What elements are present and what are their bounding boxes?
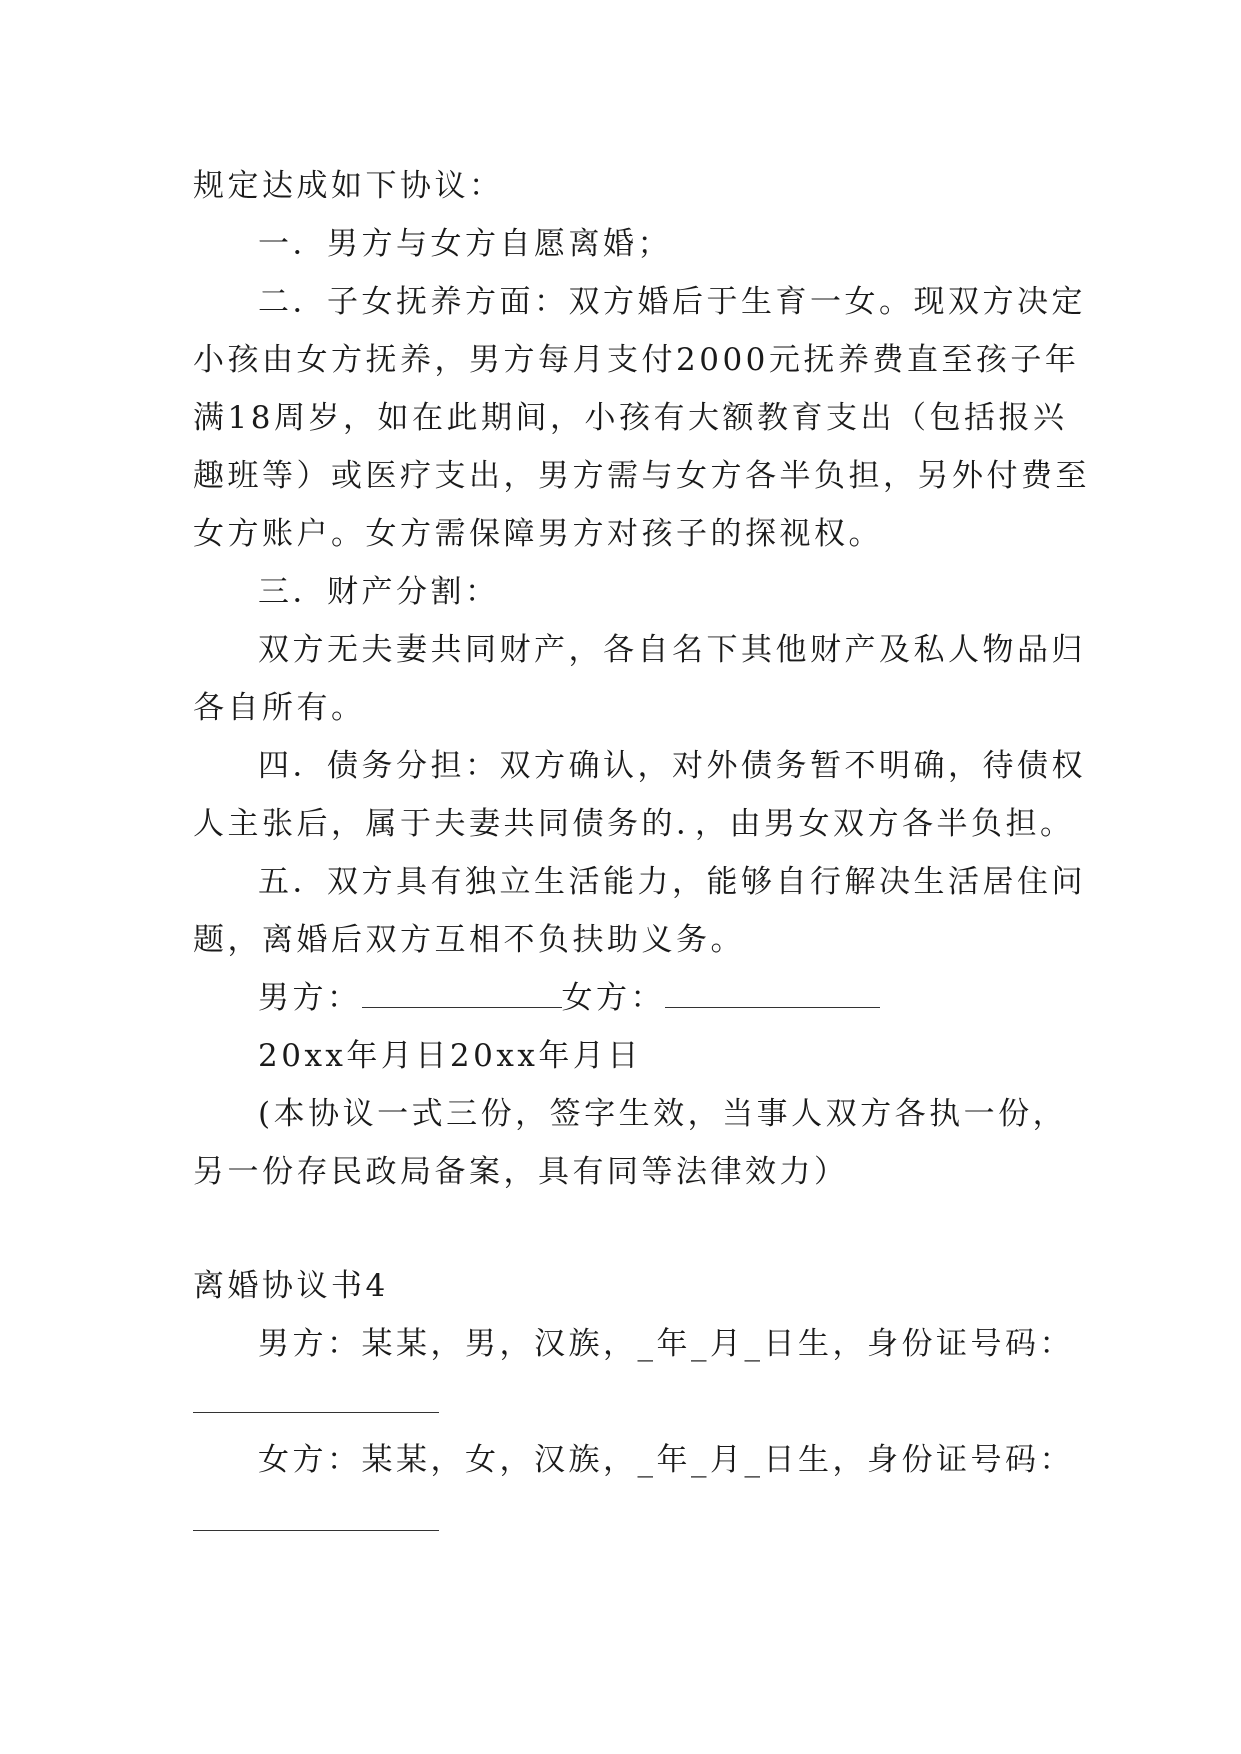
- female-signature-blank: [665, 981, 880, 1008]
- section-title: 离婚协议书4: [193, 1268, 389, 1304]
- female-signature-label: 女方：: [561, 980, 665, 1016]
- text-line: 各自所有。: [193, 690, 366, 726]
- male-signature-blank: [362, 981, 562, 1008]
- text-line: 规定达成如下协议：: [193, 168, 504, 204]
- male-signature-label: 男方：: [258, 980, 362, 1016]
- clause-4: 四．债务分担：双方确认，对外债务暂不明确，待债权: [258, 748, 1086, 784]
- party-female-line: 女方：某某，女，汉族，_年_月_日生，身份证号码：: [258, 1442, 1074, 1478]
- male-id-blank: [193, 1412, 439, 1413]
- date-line: 20xx年月日20xx年月日: [258, 1038, 642, 1074]
- clause-5: 五．双方具有独立生活能力，能够自行解决生活居住问: [258, 864, 1086, 900]
- clause-2: 二．子女抚养方面：双方婚后于生育一女。现双方决定: [258, 284, 1086, 320]
- signature-line: [258, 978, 1068, 1018]
- text-line: 满18周岁，如在此期间，小孩有大额教育支出（包括报兴: [193, 400, 1068, 436]
- clause-3: 三．财产分割：: [258, 574, 500, 610]
- clause-1: 一．男方与女方自愿离婚；: [258, 226, 672, 262]
- text-line: 趣班等）或医疗支出，男方需与女方各半负担，另外付费至: [193, 458, 1090, 494]
- text-line: 小孩由女方抚养，男方每月支付2000元抚养费直至孩子年: [193, 342, 1080, 378]
- party-male-line: 男方：某某，男，汉族，_年_月_日生，身份证号码：: [258, 1326, 1074, 1362]
- note-line: 另一份存民政局备案，具有同等法律效力）: [193, 1154, 849, 1190]
- text-line: 人主张后，属于夫妻共同债务的．，由男女双方各半负担。: [193, 806, 1075, 842]
- text-line: 双方无夫妻共同财产，各自名下其他财产及私人物品归: [258, 632, 1086, 668]
- text-line: 女方账户。女方需保障男方对孩子的探视权。: [193, 516, 883, 552]
- female-id-blank: [193, 1530, 439, 1531]
- note-line: (本协议一式三份，签字生效，当事人双方各执一份，: [258, 1096, 1068, 1132]
- text-line: 题，离婚后双方互相不负扶助义务。: [193, 922, 745, 958]
